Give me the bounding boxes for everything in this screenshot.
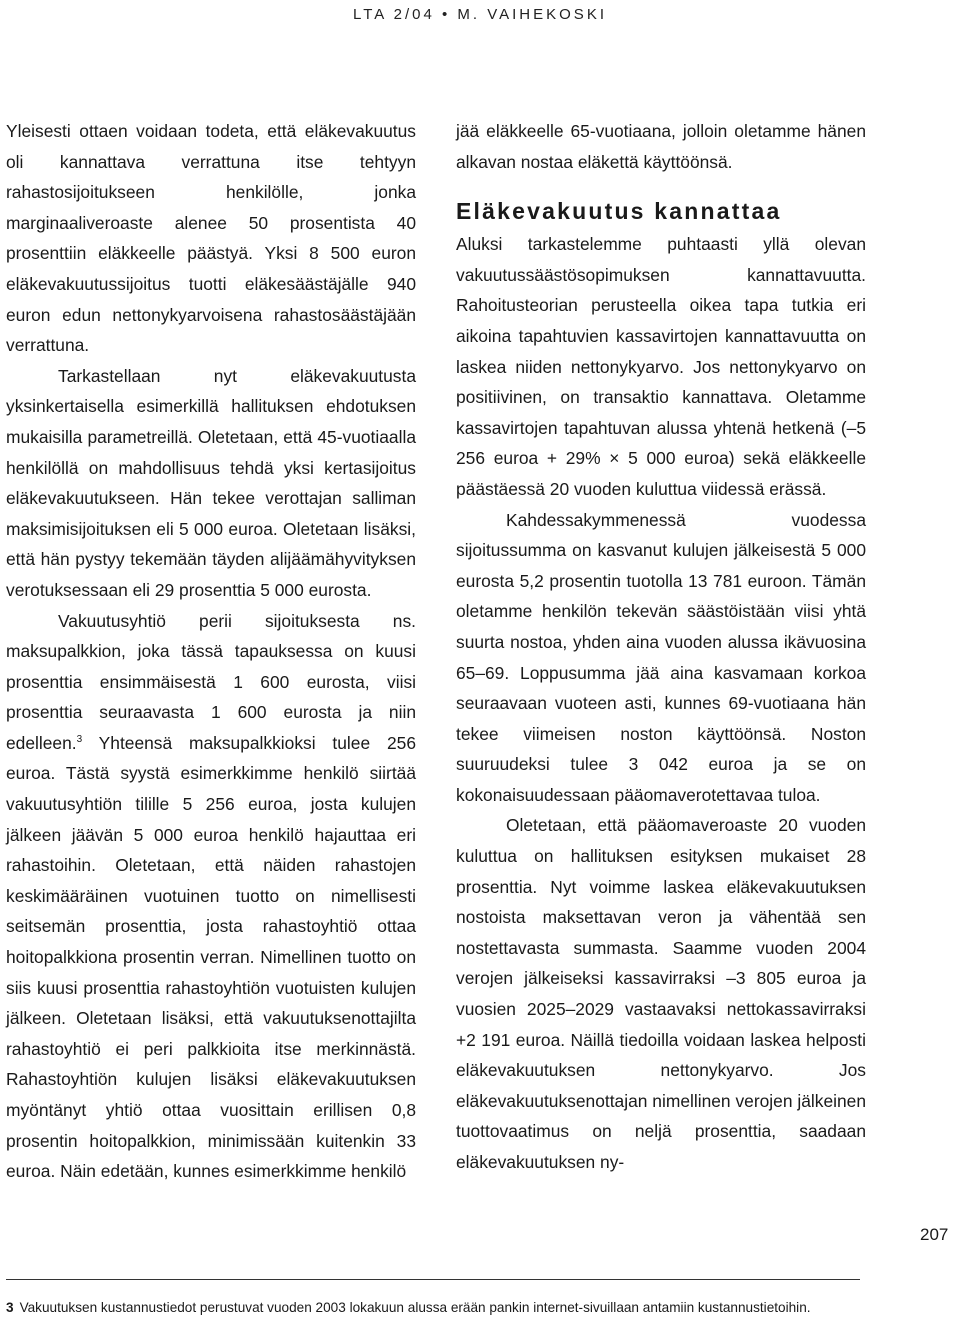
- footnote-divider: [6, 1279, 860, 1280]
- footnote-number: 3: [6, 1300, 14, 1315]
- running-title: LTA 2/04 • M. VAIHEKOSKI: [353, 6, 607, 23]
- paragraph: Oletetaan, että pääomaveroaste 20 vuoden kuluttua on hallituksen esityksen mukaiset 28 prosenttia. Nyt voimme laskea eläkevakuutuksen nostoista maksettavan veron ja vähentää sen nostettavasta summasta. Saamme vuoden 2004 verojen jälkeiseksi kassavirraksi –3 805 euroa ja vuosien 2025–2029 vastaavaksi nettokassavirraksi +2 191 euroa. Näillä tiedoilla voidaan laskea helposti eläkevakuutuksen nettonykyarvo. Jos eläkevakuutuksenottajan nimellinen verojen jälkeinen tuottovaatimus on neljä prosenttia, saadaan eläkevakuutuksen ny-: [456, 815, 866, 1172]
- paragraph: Tarkastellaan nyt eläkevakuutusta yksinkertaisella esimerkillä hallituksen ehdotuksen mukaisilla parametreillä. Oletetaan, että 45-vuotiaalla henkilöllä on mahdollisuus tehdä yksi kertasijoitus eläkevakuutukseen. Hän tekee verottajan salliman maksimisijoituksen eli 5 000 euroa. Oletetaan lisäksi, että hän pystyy tekemään täyden alijäämähyvityksen verotuksessaan eli 29 prosenttia 5 000 eurosta.: [6, 365, 416, 600]
- paragraph: Kahdessakymmenessä vuodessa sijoitussumma on kasvanut kulujen jälkeisestä 5 000 eurosta 5,2 prosentin tuotolla 13 781 euroon. Tämän oletamme henkilön tekevän säästöistään viisi yhtä suurta nostoa, yhden aina vuoden alussa ikävuosina 65–69. Loppusumma jää aina kasvamaan korkoa seuraavaan vuoteen asti, kunnes 69-vuotiaana hän tekee viimeisen noston käyttöönsä. Noston suuruudeksi tulee 3 042 euroa ja se on kokonaisuudessaan pääomaverotettavaa tuloa.: [456, 509, 866, 805]
- footnote: [6, 1298, 864, 1317]
- section-heading: Eläkevakuutus kannattaa: [456, 198, 782, 225]
- page-number: 207: [920, 1225, 949, 1244]
- paragraph-continuation: jää eläkkeelle 65-vuotiaana, jolloin oletamme hänen alkavan nostaa eläkettä käyttöönsä.: [456, 121, 866, 172]
- paragraph-text: Yhteensä maksupalkkioksi tulee 256 euroa. Tästä syystä esimerkkimme henkilö siirtää vakuutusyhtiön tilille 5 256 euroa, josta kulujen jälkeen jäävän 5 000 euroa henkilö hajauttaa eri rahastoihin. Oletetaan, että näiden rahastojen keskimääräinen vuotuinen tuotto on nimellisesti seitsemän prosenttia, josta rahastoyhtiö ottaa hoitopalkkiona prosentin verran. Nimellinen tuotto on siis kuusi prosenttia rahastoyhtiön vuotuisten kulujen jälkeen. Oletetaan lisäksi, että vakuutuksenottajilta rahastoyhtiö ei peri palkkioita itse merkinnästä. Rahastoyhtiön kulujen lisäksi eläkevakuutuksen myöntänyt yhtiö ottaa vuosittain erillisen 0,8 prosentin hoitopalkkion, minimissään kuitenkin 33 euroa. Näin edetään, kunnes esimerkkimme henkilö: [6, 732, 416, 1182]
- right-column: [456, 116, 866, 1178]
- paragraph: Yleisesti ottaen voidaan todeta, että eläkevakuutus oli kannattava verrattuna itse tehtyyn rahastosijoitukseen henkilölle, jonka marginaaliveroaste alenee 50 prosentista 40 prosenttiin eläkkeelle päästyä. Yksi 8 500 euron eläkevakuutussijoitus tuotti eläkesäästäjälle 940 euron edun nettonykyarvoisena rahastosäästäjään verrattuna.: [6, 121, 416, 356]
- running-header: [0, 0, 960, 30]
- footnote-reference[interactable]: 3: [76, 734, 83, 746]
- left-column: [6, 116, 416, 1187]
- paragraph-text: Vakuutusyhtiö perii sijoituksesta ns. maksupalkkion, joka tässä tapauksessa on kuusi prosenttia ensimmäisestä 1 600 eurosta, viisi prosenttia seuraavasta 1 600 eurosta ja niin edelleen.: [6, 610, 416, 753]
- paragraph: Aluksi tarkastelemme puhtaasti yllä olevan vakuutussäästösopimuksen kannattavuutta. Rahoitusteorian perusteella oikea tapa tutkia eri aikoina tapahtuvien kassavirtojen kannattavuutta on laskea niiden nettonykyarvo. Jos nettonykyarvo on positiivinen, on transaktio kannattava. Oletamme kassavirtojen tapahtuvan alussa yhtenä hetkenä (–5 256 euroa + 29% × 5 000 euroa) sekä eläkkeelle päästäessä 20 vuoden kuluttua viidessä erässä.: [456, 234, 866, 499]
- paragraph-with-footnote: [6, 606, 416, 1187]
- footnote-text: Vakuutuksen kustannustiedot perustuvat vuoden 2003 lokakuun alussa erään pankin internet-sivuillaan antamiin kustannustietoihin.: [19, 1300, 811, 1315]
